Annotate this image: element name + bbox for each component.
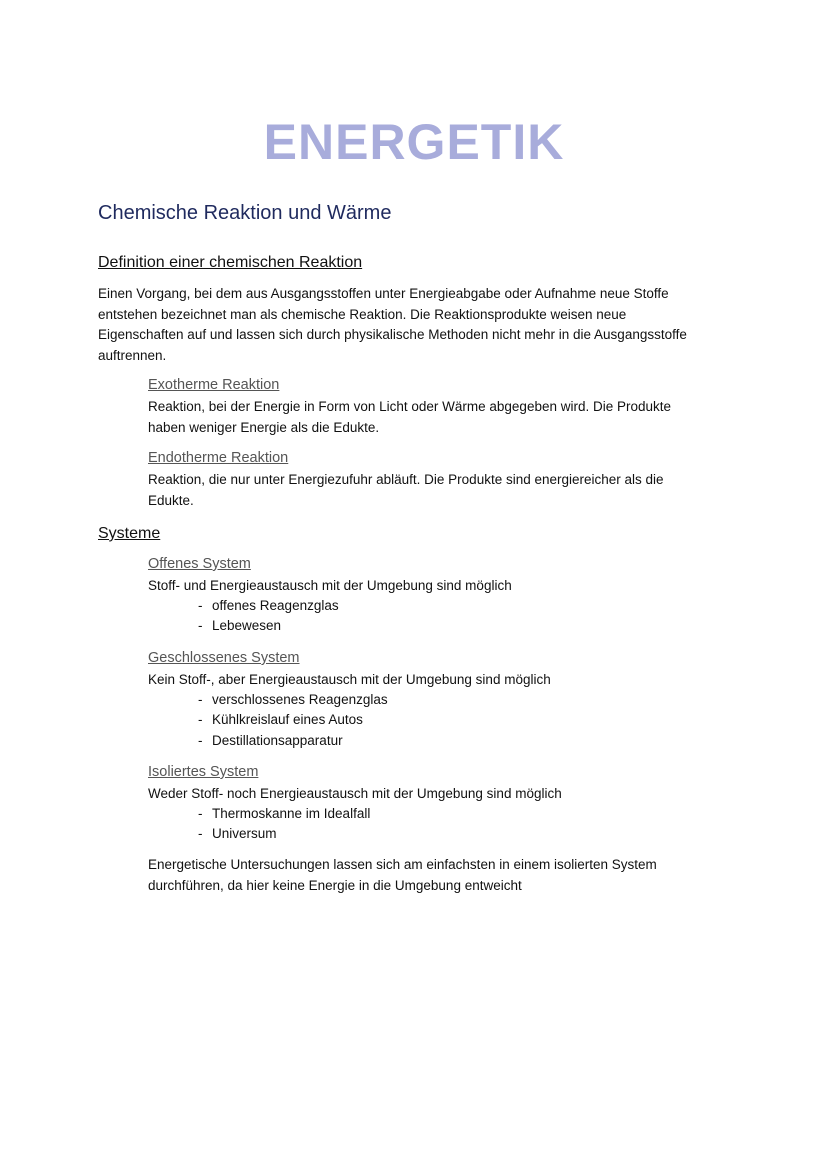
endotherm-line-1: Reaktion, die nur unter Energiezufuhr abläuft. Die Produkte sind energiereicher als die xyxy=(148,472,664,487)
isoliertes-system-description: Weder Stoff- noch Energieaustausch mit der Umgebung sind möglich xyxy=(148,786,562,801)
dash-bullet: - xyxy=(198,826,203,842)
list-item xyxy=(198,690,388,710)
offenes-system-description: Stoff- und Energieaustausch mit der Umgebung sind möglich xyxy=(148,578,512,593)
exotherm-line-1: Reaktion, bei der Energie in Form von Licht oder Wärme abgegeben wird. Die Produkte xyxy=(148,399,672,414)
geschlossenes-system-heading: Geschlossenes System xyxy=(148,650,300,666)
definition-line-3: Eigenschaften auf und lassen sich durch physikalische Methoden nicht mehr in die Ausgangsstoffe xyxy=(98,327,687,342)
list-item xyxy=(198,731,388,751)
dash-bullet: - xyxy=(198,692,203,707)
systeme-heading: Systeme xyxy=(98,525,161,542)
list-item-text: verschlossenes Reagenzglas xyxy=(212,692,388,707)
list-item-text: Kühlkreislauf eines Autos xyxy=(212,712,363,728)
exotherm-line-2: haben weniger Energie als die Edukte. xyxy=(148,419,380,435)
offenes-system-list xyxy=(198,596,339,637)
dash-bullet: - xyxy=(198,712,203,728)
isoliertes-system-heading: Isoliertes System xyxy=(148,764,259,780)
conclusion-line-1: Energetische Untersuchungen lassen sich am einfachsten in einem isolierten System xyxy=(148,857,657,872)
dash-bullet: - xyxy=(198,806,203,821)
conclusion-paragraph xyxy=(148,855,657,896)
list-item-text: Universum xyxy=(212,826,277,842)
list-item xyxy=(198,616,339,636)
list-item xyxy=(198,710,388,730)
definition-line-1: Einen Vorgang, bei dem aus Ausgangsstoffen unter Energieabgabe oder Aufnahme neue Stoffe xyxy=(98,286,669,301)
list-item-text: Thermoskanne im Idealfall xyxy=(212,806,371,821)
list-item xyxy=(198,596,339,616)
list-item-text: offenes Reagenzglas xyxy=(212,598,339,613)
definition-line-2: entstehen bezeichnet man als chemische Reaktion. Die Reaktionsprodukte weisen neue xyxy=(98,306,627,322)
dash-bullet: - xyxy=(198,618,203,634)
offenes-system-heading: Offenes System xyxy=(148,556,251,572)
list-item-text: Destillationsapparatur xyxy=(212,732,343,748)
geschlossenes-system-text xyxy=(148,670,551,691)
endotherm-paragraph xyxy=(148,470,664,511)
list-item xyxy=(198,824,370,844)
geschlossenes-system-list xyxy=(198,690,388,751)
exotherm-paragraph xyxy=(148,397,671,438)
endotherm-heading: Endotherme Reaktion xyxy=(148,450,289,466)
list-item xyxy=(198,804,370,824)
isoliertes-system-text xyxy=(148,784,562,805)
dash-bullet: - xyxy=(198,732,203,748)
endotherm-line-2: Edukte. xyxy=(148,492,194,508)
definition-paragraph xyxy=(98,284,687,366)
conclusion-line-2: durchführen, da hier keine Energie in die Umgebung entweicht xyxy=(148,877,522,893)
offenes-system-text xyxy=(148,576,512,597)
document-title: ENERGETIK xyxy=(263,114,565,170)
definition-heading: Definition einer chemischen Reaktion xyxy=(98,254,363,271)
isoliertes-system-list xyxy=(198,804,370,845)
dash-bullet: - xyxy=(198,598,203,613)
list-item-text: Lebewesen xyxy=(212,618,282,634)
exotherm-heading: Exotherme Reaktion xyxy=(148,377,280,393)
geschlossenes-system-description: Kein Stoff-, aber Energieaustausch mit der Umgebung sind möglich xyxy=(148,672,551,687)
definition-line-4: auftrennen. xyxy=(98,347,167,363)
section-heading: Chemische Reaktion und Wärme xyxy=(98,202,392,224)
